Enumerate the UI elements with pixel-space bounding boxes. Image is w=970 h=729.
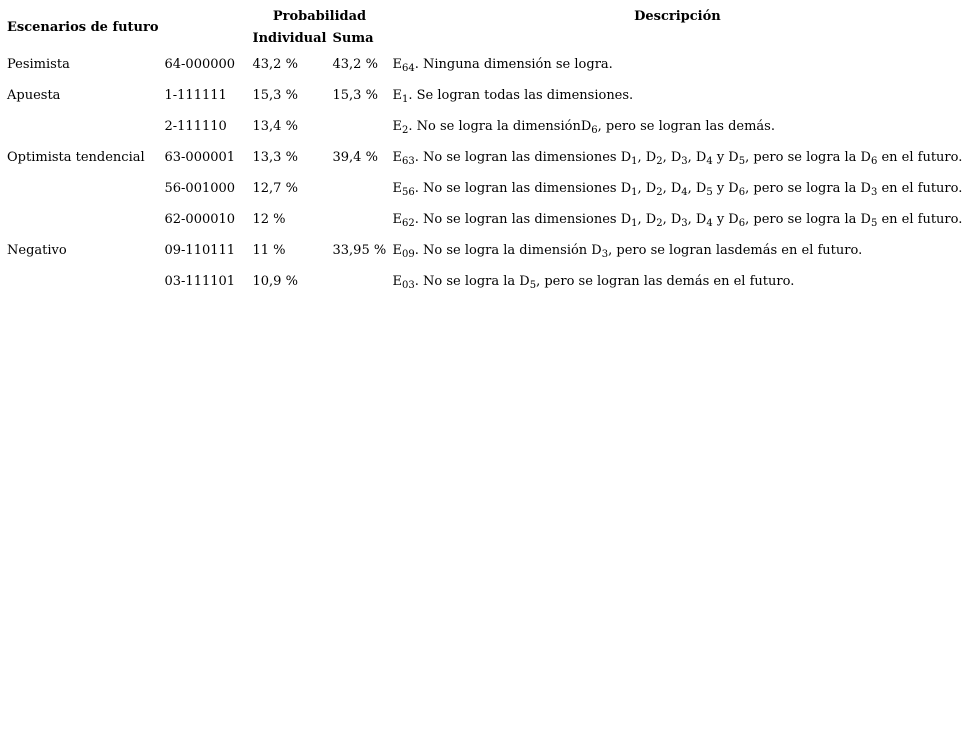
description-subscript: 1 — [402, 94, 409, 105]
scenario-code: 2-111110 — [164, 119, 227, 134]
description-subscript: 03 — [402, 280, 415, 291]
scenario-description — [390, 173, 966, 204]
description-text: . No se logra la dimensiónD — [408, 119, 592, 134]
scenario-description — [390, 235, 966, 266]
probability-sum: 15,3 % — [332, 88, 378, 103]
probability-sum — [330, 173, 390, 204]
scenario-description — [390, 80, 966, 111]
probability-sum — [330, 204, 390, 235]
probability-sum — [330, 266, 390, 297]
scenario-name: Pesimista — [7, 57, 70, 72]
description-text: E — [392, 119, 402, 134]
header-suma: Suma — [332, 30, 374, 46]
description-subscript: 4 — [681, 187, 688, 198]
description-subscript: 09 — [402, 249, 415, 260]
scenarios-table — [4, 5, 965, 297]
probability-individual: 43,2 % — [252, 57, 298, 72]
description-text: , D — [662, 181, 682, 196]
scenario-name: Negativo — [7, 243, 67, 258]
description-subscript: 62 — [402, 218, 415, 229]
description-text: en el futuro. — [877, 212, 963, 227]
description-text: . No se logran las dimensiones D — [414, 212, 632, 227]
scenario-description — [390, 49, 966, 80]
description-text: , D — [637, 181, 657, 196]
description-subscript: 1 — [631, 218, 638, 229]
description-subscript: 4 — [706, 218, 713, 229]
probability-individual: 12 % — [252, 212, 286, 227]
description-subscript: 6 — [738, 218, 746, 229]
description-text: y D — [712, 150, 739, 165]
description-text: . No se logran las dimensiones D — [414, 181, 632, 196]
description-text: , D — [687, 181, 707, 196]
probability-individual: 12,7 % — [252, 181, 298, 196]
description-subscript: 1 — [631, 187, 638, 198]
description-subscript: 6 — [591, 125, 598, 136]
table-row — [4, 49, 965, 80]
description-text: , D — [687, 150, 707, 165]
description-text: en el futuro. — [877, 181, 963, 196]
description-subscript: 3 — [681, 218, 688, 229]
description-subscript: 5 — [706, 187, 713, 198]
header-escenarios: Escenarios de futuro — [7, 19, 159, 35]
description-subscript: 6 — [738, 187, 746, 198]
description-text: , D — [662, 212, 682, 227]
description-text: , pero se logran las demás. — [597, 119, 775, 134]
scenario-code: 64-000000 — [164, 57, 236, 72]
table-row — [4, 173, 965, 204]
table-body — [4, 49, 965, 297]
description-subscript: 64 — [402, 63, 415, 74]
scenario-code: 1-111111 — [164, 88, 227, 103]
description-text: , pero se logran lasdemás en el futuro. — [608, 243, 863, 258]
description-subscript: 5 — [529, 280, 537, 291]
scenario-description — [390, 204, 966, 235]
description-subscript: 2 — [656, 156, 663, 167]
description-text: E — [392, 150, 402, 165]
description-text: E — [392, 181, 402, 196]
header-descripcion-blank — [390, 27, 966, 49]
description-subscript: 56 — [402, 187, 415, 198]
scenario-description — [390, 266, 966, 297]
scenario-code: 09-110111 — [164, 243, 236, 258]
scenario-code: 03-111101 — [164, 274, 236, 289]
description-text: . No se logra la dimensión D — [414, 243, 602, 258]
description-text: , pero se logran las demás en el futuro. — [536, 274, 795, 289]
scenario-name — [4, 111, 162, 142]
scenario-name — [4, 173, 162, 204]
description-text: E — [392, 212, 402, 227]
scenario-code: 63-000001 — [164, 150, 236, 165]
probability-sum: 33,95 % — [332, 243, 387, 258]
scenario-name: Apuesta — [7, 88, 61, 103]
description-text: E — [392, 57, 402, 72]
description-text: E — [392, 243, 402, 258]
description-text: y D — [712, 212, 739, 227]
description-text: en el futuro. — [877, 150, 963, 165]
description-text: , pero se logra la D — [745, 212, 871, 227]
header-probabilidad: Probabilidad — [272, 8, 367, 24]
description-subscript: 3 — [601, 249, 609, 260]
header-codigo-blank — [162, 5, 250, 27]
probability-individual: 13,3 % — [252, 150, 298, 165]
table-row — [4, 142, 965, 173]
description-subscript: 3 — [681, 156, 688, 167]
description-text: . No se logran las dimensiones D — [414, 150, 632, 165]
description-text: , D — [687, 212, 707, 227]
scenario-name: Optimista tendencial — [7, 150, 145, 165]
description-subscript: 5 — [738, 156, 746, 167]
description-text: E — [392, 88, 402, 103]
description-subscript: 2 — [402, 125, 409, 136]
probability-individual: 10,9 % — [252, 274, 298, 289]
table-row — [4, 235, 965, 266]
table-row — [4, 111, 965, 142]
probability-sum: 43,2 % — [332, 57, 378, 72]
scenario-name — [4, 266, 162, 297]
table-row — [4, 266, 965, 297]
probability-sum — [330, 111, 390, 142]
header-descripcion: Descripción — [634, 8, 721, 24]
description-text: , D — [662, 150, 682, 165]
description-text: , pero se logra la D — [745, 150, 871, 165]
scenario-code: 62-000010 — [164, 212, 236, 227]
description-text: . Ninguna dimensión se logra. — [414, 57, 613, 72]
probability-sum: 39,4 % — [332, 150, 378, 165]
description-subscript: 63 — [402, 156, 415, 167]
description-text: . No se logra la D — [414, 274, 530, 289]
table-row — [4, 80, 965, 111]
description-text: , D — [637, 150, 657, 165]
scenario-code: 56-001000 — [164, 181, 236, 196]
description-subscript: 3 — [870, 187, 878, 198]
description-text: . Se logran todas las dimensiones. — [408, 88, 634, 103]
table-row — [4, 204, 965, 235]
scenario-description — [390, 111, 966, 142]
description-text: , D — [637, 212, 657, 227]
description-text: y D — [712, 181, 739, 196]
probability-individual: 13,4 % — [252, 119, 298, 134]
description-text: , pero se logra la D — [745, 181, 871, 196]
description-subscript: 5 — [870, 218, 878, 229]
header-codigo-blank-2 — [162, 27, 250, 49]
header-individual: Individual — [252, 30, 327, 46]
description-subscript: 4 — [706, 156, 713, 167]
description-subscript: 2 — [656, 187, 663, 198]
probability-individual: 11 % — [252, 243, 286, 258]
description-subscript: 6 — [870, 156, 878, 167]
scenario-name — [4, 204, 162, 235]
scenario-description — [390, 142, 966, 173]
description-text: E — [392, 274, 402, 289]
description-subscript: 2 — [656, 218, 663, 229]
description-subscript: 1 — [631, 156, 638, 167]
probability-individual: 15,3 % — [252, 88, 298, 103]
